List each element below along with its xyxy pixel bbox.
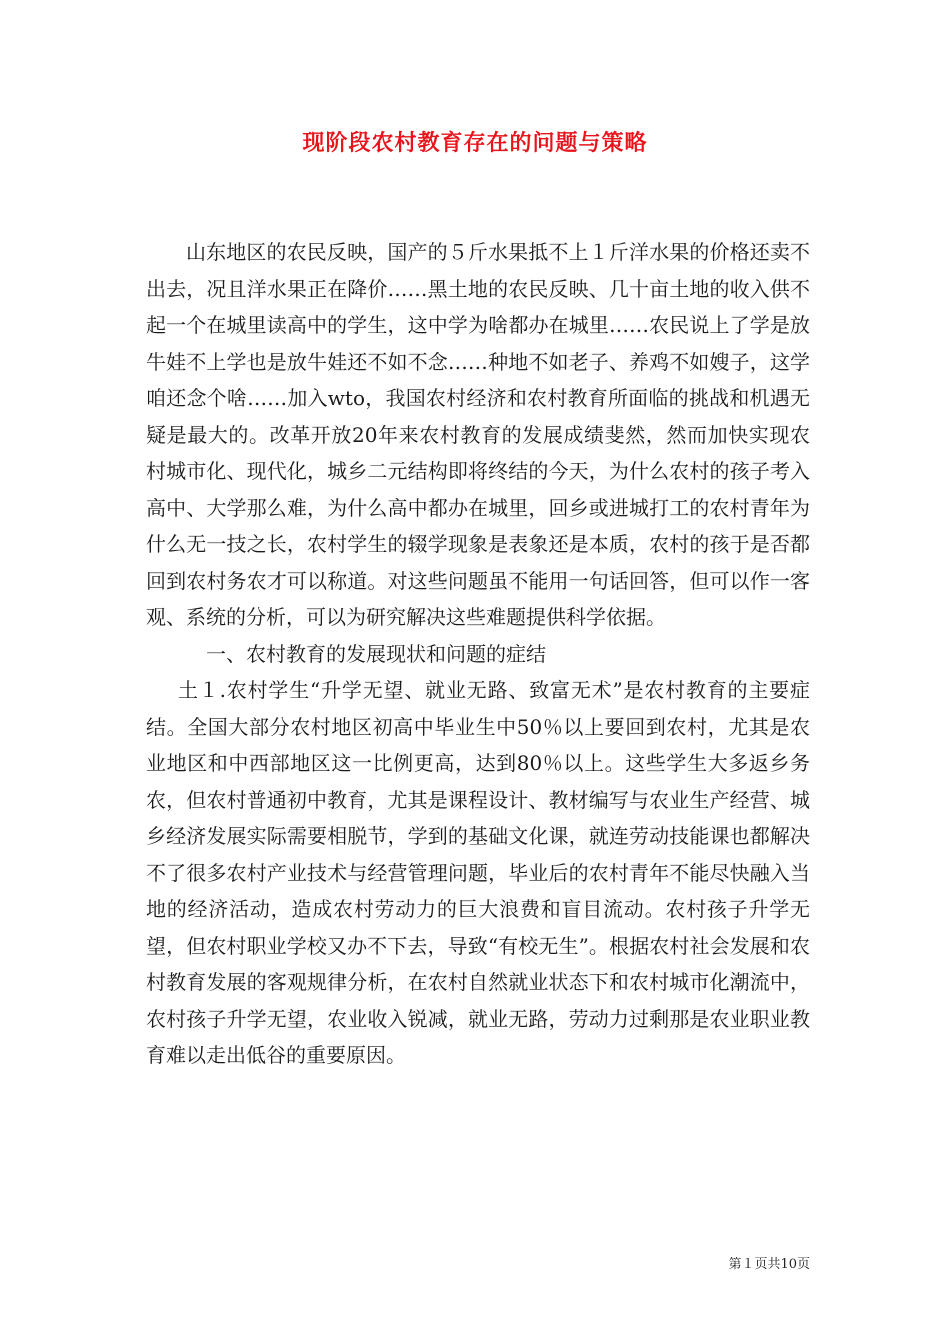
paragraph-section-1: 土１.农村学生“升学无望、就业无路、致富无术”是农村教育的主要症结。全国大部分农村地区初高中毕业生中50％以上要回到农村，尤其是农业地区和中西部地区这一比例更高，达到80％以上。这些学生大多返乡务农，但农村普通初中教育，尤其是课程设计、教材编写与农业生产经营、城乡经济发展实际需要相脱节，学到的基础文化课，就连劳动技能课也都解决不了很多农村产业技术与经营管理问题，毕业后的农村青年不能尽快融入当地的经济活动，造成农村劳动力的巨大浪费和盲目流动。农村孩子升学无望，但农村职业学校又办不下去，导致“有校无生”。根据农村社会发展和农村教育发展的客观规律分析，在农村自然就业状态下和农村城市化潮流中，农村孩子升学无望，农业收入锐减，就业无路，劳动力过剩那是农业职业教育难以走出低谷的重要原因。 <box>146 678 810 1067</box>
document-title: 现阶段农村教育存在的问题与策略 <box>302 130 648 156</box>
document-body <box>146 234 810 1074</box>
paragraph-intro: 山东地区的农民反映，国产的５斤水果抵不上１斤洋水果的价格还卖不出去，况且洋水果正在降价……黑土地的农民反映、几十亩土地的收入供不起一个在城里读高中的学生，这中学为啥都办在城里……农民说上了学是放牛娃不上学也是放牛娃还不如不念……种地不如老子、养鸡不如嫂子，这学咱还念个啥……加入wto，我国农村经济和农村教育所面临的挑战和机遇无疑是最大的。改革开放20年来农村教育的发展成绩斐然，然而加快实现农村城市化、现代化，城乡二元结构即将终结的今天，为什么农村的孩子考入高中、大学那么难，为什么高中都办在城里，回乡或进城打工的农村青年为什么无一技之长，农村学生的辍学现象是表象还是本质，农村的孩于是否都回到农村务农才可以称道。对这些问题虽不能用一句话回答，但可以作一客观、系统的分析，可以为研究解决这些难题提供科学依据。 <box>146 240 810 629</box>
section-heading-1: 一、农村教育的发展现状和问题的症结 <box>206 641 546 666</box>
page-number: 第１页共10页 <box>728 1257 810 1272</box>
